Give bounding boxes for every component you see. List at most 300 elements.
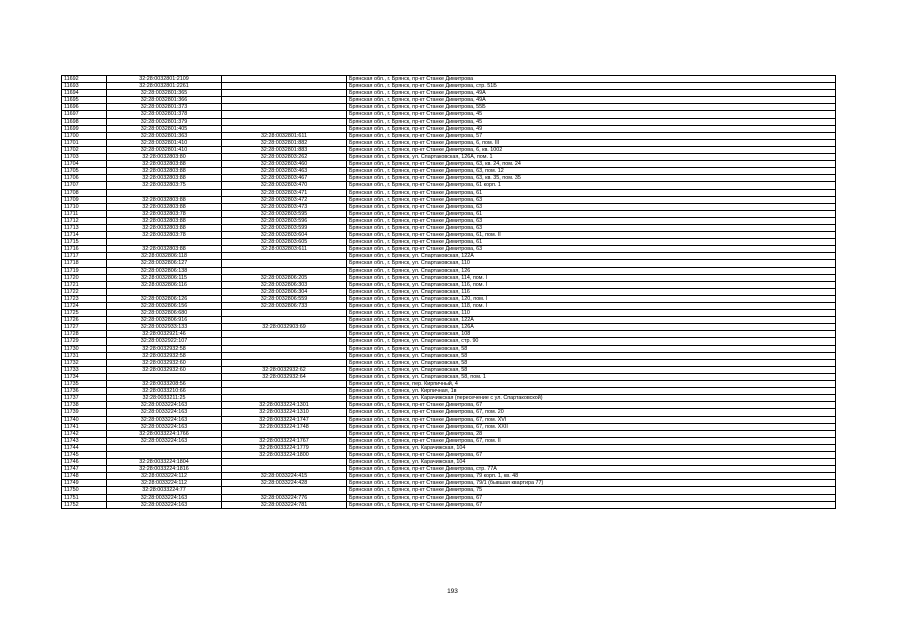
row-number-cell: 11746	[62, 459, 107, 466]
table-row	[62, 331, 836, 338]
address-cell: Брянская обл., г. Брянск, пр-кт Станке Димитрова	[347, 76, 836, 83]
address-cell: Брянская обл., г. Брянск, пр-кт Станке Димитрова, 75	[347, 487, 836, 494]
land-cadastral-number-cell: 32:28:0032803:88	[107, 203, 222, 210]
land-cadastral-number-cell: 32:28:0033224:1804	[107, 459, 222, 466]
object-cadastral-number-cell	[222, 352, 347, 359]
row-number-cell: 11750	[62, 487, 107, 494]
address-cell: Брянская обл., г. Брянск, пр-кт Станке Димитрова, 57	[347, 132, 836, 139]
address-cell: Брянская обл., г. Брянск, ул. Спартаковская, 122А	[347, 317, 836, 324]
object-cadastral-number-cell	[222, 381, 347, 388]
object-cadastral-number-cell: 32:28:0032803:596	[222, 217, 347, 224]
table-row	[62, 295, 836, 302]
address-cell: Брянская обл., г. Брянск, пер. Кирпичный, 4	[347, 381, 836, 388]
object-cadastral-number-cell	[222, 253, 347, 260]
land-cadastral-number-cell: 32:28:0032801:2261	[107, 83, 222, 90]
land-cadastral-number-cell: 32:28:0032803:78	[107, 210, 222, 217]
table-row	[62, 373, 836, 380]
address-cell: Брянская обл., г. Брянск, пр-кт Станке Димитрова, 79 корп. 1, кв. 48	[347, 473, 836, 480]
row-number-cell: 11736	[62, 388, 107, 395]
table-row	[62, 444, 836, 451]
row-number-cell: 11730	[62, 345, 107, 352]
address-cell: Брянская обл., г. Брянск, ул. Спартаковская, 126А	[347, 324, 836, 331]
table-row	[62, 175, 836, 182]
row-number-cell: 11694	[62, 90, 107, 97]
land-cadastral-number-cell	[107, 288, 222, 295]
address-cell: Брянская обл., г. Брянск, ул. Спартаковская, 114, пом. I	[347, 274, 836, 281]
table-row	[62, 324, 836, 331]
address-cell: Брянская обл., г. Брянск, пр-кт Станке Димитрова, 67, пом. 20	[347, 409, 836, 416]
table-row	[62, 381, 836, 388]
address-cell: Брянская обл., г. Брянск, пр-кт Станке Димитрова, 45	[347, 118, 836, 125]
address-cell: Брянская обл., г. Брянск, ул. Спартаковская, 116	[347, 288, 836, 295]
object-cadastral-number-cell	[222, 118, 347, 125]
object-cadastral-number-cell: 32:28:0032803:611	[222, 246, 347, 253]
object-cadastral-number-cell	[222, 430, 347, 437]
row-number-cell: 11728	[62, 331, 107, 338]
land-cadastral-number-cell: 32:28:0032806:156	[107, 303, 222, 310]
table-row	[62, 246, 836, 253]
row-number-cell: 11706	[62, 175, 107, 182]
object-cadastral-number-cell: 32:28:0032803:470	[222, 182, 347, 189]
object-cadastral-number-cell	[222, 359, 347, 366]
address-cell: Брянская обл., г. Брянск, пр-кт Станке Димитрова, 63, кв. 24, пом. 24	[347, 161, 836, 168]
land-cadastral-number-cell: 32:28:0033224:163	[107, 423, 222, 430]
table-row	[62, 76, 836, 83]
object-cadastral-number-cell: 32:28:0032806:303	[222, 281, 347, 288]
address-cell: Брянская обл., г. Брянск, пр-кт Станке Димитрова, 67	[347, 494, 836, 501]
table-row	[62, 310, 836, 317]
address-cell: Брянская обл., г. Брянск, пр-кт Станке Димитрова, 6, пом. III	[347, 139, 836, 146]
table-row	[62, 260, 836, 267]
object-cadastral-number-cell	[222, 97, 347, 104]
object-cadastral-number-cell: 32:28:0032932:64	[222, 373, 347, 380]
row-number-cell: 11724	[62, 303, 107, 310]
address-cell: Брянская обл., г. Брянск, ул. Спартаковская, 120, пом. I	[347, 295, 836, 302]
row-number-cell: 11716	[62, 246, 107, 253]
row-number-cell: 11715	[62, 239, 107, 246]
row-number-cell: 11721	[62, 281, 107, 288]
row-number-cell: 11748	[62, 473, 107, 480]
row-number-cell: 11734	[62, 373, 107, 380]
land-cadastral-number-cell	[107, 451, 222, 458]
land-cadastral-number-cell: 32:28:0032803:88	[107, 168, 222, 175]
land-cadastral-number-cell: 32:28:0032806:126	[107, 295, 222, 302]
object-cadastral-number-cell: 32:28:0032803:262	[222, 154, 347, 161]
object-cadastral-number-cell: 32:28:0032801:611	[222, 132, 347, 139]
land-cadastral-number-cell	[107, 444, 222, 451]
land-cadastral-number-cell: 32:28:0032801:365	[107, 90, 222, 97]
row-number-cell: 11735	[62, 381, 107, 388]
object-cadastral-number-cell	[222, 310, 347, 317]
row-number-cell: 11749	[62, 480, 107, 487]
cadastral-register-table	[61, 75, 836, 509]
row-number-cell: 11723	[62, 295, 107, 302]
table-row	[62, 338, 836, 345]
object-cadastral-number-cell: 32:28:0033224:1767	[222, 437, 347, 444]
address-cell: Брянская обл., г. Брянск, ул. Карачижская, 104	[347, 444, 836, 451]
land-cadastral-number-cell: 32:28:0033224:1816	[107, 466, 222, 473]
land-cadastral-number-cell: 32:28:0032806:916	[107, 317, 222, 324]
row-number-cell: 11701	[62, 139, 107, 146]
row-number-cell: 11704	[62, 161, 107, 168]
row-number-cell: 11751	[62, 494, 107, 501]
land-cadastral-number-cell: 32:28:0032801:379	[107, 118, 222, 125]
object-cadastral-number-cell	[222, 331, 347, 338]
row-number-cell: 11741	[62, 423, 107, 430]
land-cadastral-number-cell: 32:28:0032803:88	[107, 217, 222, 224]
object-cadastral-number-cell: 32:28:0032803:471	[222, 189, 347, 196]
table-row	[62, 132, 836, 139]
address-cell: Брянская обл., г. Брянск, ул. Спартаковская, 58, пом. 1	[347, 373, 836, 380]
object-cadastral-number-cell: 32:28:0032803:604	[222, 232, 347, 239]
table-row	[62, 487, 836, 494]
table-row	[62, 402, 836, 409]
object-cadastral-number-cell	[222, 104, 347, 111]
address-cell: Брянская обл., г. Брянск, пр-кт Станке Димитрова, 63, пом. 12	[347, 168, 836, 175]
row-number-cell: 11707	[62, 182, 107, 189]
table-row	[62, 352, 836, 359]
object-cadastral-number-cell: 32:28:0033224:415	[222, 473, 347, 480]
address-cell: Брянская обл., г. Брянск, ул. Спартаковская, 58	[347, 366, 836, 373]
land-cadastral-number-cell: 32:28:0032806:116	[107, 281, 222, 288]
table-row	[62, 345, 836, 352]
object-cadastral-number-cell: 32:28:0033224:1747	[222, 416, 347, 423]
row-number-cell: 11727	[62, 324, 107, 331]
object-cadastral-number-cell: 32:28:0032803:460	[222, 161, 347, 168]
row-number-cell: 11732	[62, 359, 107, 366]
row-number-cell: 11752	[62, 501, 107, 508]
object-cadastral-number-cell	[222, 83, 347, 90]
address-cell: Брянская обл., г. Брянск, пр-кт Станке Димитрова, 6, кв. 1002	[347, 146, 836, 153]
object-cadastral-number-cell	[222, 388, 347, 395]
land-cadastral-number-cell: 32:28:0032932:58	[107, 352, 222, 359]
row-number-cell: 11718	[62, 260, 107, 267]
address-cell: Брянская обл., г. Брянск, ул. Спартаковская, 108	[347, 331, 836, 338]
row-number-cell: 11713	[62, 224, 107, 231]
table-row	[62, 139, 836, 146]
object-cadastral-number-cell	[222, 466, 347, 473]
land-cadastral-number-cell	[107, 189, 222, 196]
table-body	[62, 76, 836, 509]
land-cadastral-number-cell: 32:28:0032806:138	[107, 267, 222, 274]
table-row	[62, 182, 836, 189]
table-row	[62, 232, 836, 239]
table-row	[62, 409, 836, 416]
object-cadastral-number-cell: 32:28:0033224:428	[222, 480, 347, 487]
row-number-cell: 11712	[62, 217, 107, 224]
address-cell: Брянская обл., г. Брянск, пр-кт Станке Димитрова, 79/1 (бывшая квартира 77)	[347, 480, 836, 487]
row-number-cell: 11699	[62, 125, 107, 132]
row-number-cell: 11697	[62, 111, 107, 118]
object-cadastral-number-cell	[222, 459, 347, 466]
row-number-cell: 11703	[62, 154, 107, 161]
row-number-cell: 11717	[62, 253, 107, 260]
address-cell: Брянская обл., г. Брянск, пр-кт Станке Димитрова, 67	[347, 451, 836, 458]
address-cell: Брянская обл., г. Брянск, пр-кт Станке Димитрова, 63	[347, 203, 836, 210]
table-row	[62, 473, 836, 480]
address-cell: Брянская обл., г. Брянск, ул. Карачижская (пересечение с ул. Спартаковской)	[347, 395, 836, 402]
land-cadastral-number-cell: 32:28:0032801:2109	[107, 76, 222, 83]
object-cadastral-number-cell	[222, 76, 347, 83]
land-cadastral-number-cell: 32:28:0033211:25	[107, 395, 222, 402]
row-number-cell: 11693	[62, 83, 107, 90]
land-cadastral-number-cell: 32:28:0032806:680	[107, 310, 222, 317]
land-cadastral-number-cell: 32:28:0033224:77	[107, 487, 222, 494]
object-cadastral-number-cell	[222, 338, 347, 345]
land-cadastral-number-cell: 32:28:0032803:88	[107, 224, 222, 231]
row-number-cell: 11742	[62, 430, 107, 437]
table-row	[62, 416, 836, 423]
object-cadastral-number-cell: 32:28:0033224:776	[222, 494, 347, 501]
row-number-cell: 11733	[62, 366, 107, 373]
row-number-cell: 11692	[62, 76, 107, 83]
address-cell: Брянская обл., г. Брянск, пр-кт Станке Димитрова, 63	[347, 224, 836, 231]
row-number-cell: 11714	[62, 232, 107, 239]
table-row	[62, 97, 836, 104]
land-cadastral-number-cell: 32:28:0032921:46	[107, 331, 222, 338]
row-number-cell: 11702	[62, 146, 107, 153]
land-cadastral-number-cell	[107, 239, 222, 246]
land-cadastral-number-cell: 32:28:0033224:163	[107, 409, 222, 416]
row-number-cell: 11705	[62, 168, 107, 175]
row-number-cell: 11745	[62, 451, 107, 458]
address-cell: Брянская обл., г. Брянск, ул. Спартаковская, 126А, пом. 1	[347, 154, 836, 161]
row-number-cell: 11725	[62, 310, 107, 317]
row-number-cell: 11740	[62, 416, 107, 423]
table-row	[62, 125, 836, 132]
table-row	[62, 437, 836, 444]
row-number-cell: 11726	[62, 317, 107, 324]
land-cadastral-number-cell: 32:28:0032922:107	[107, 338, 222, 345]
object-cadastral-number-cell	[222, 267, 347, 274]
address-cell: Брянская обл., г. Брянск, ул. Спартаковская, 58	[347, 352, 836, 359]
address-cell: Брянская обл., г. Брянск, ул. Спартаковская, 58	[347, 345, 836, 352]
table-row	[62, 83, 836, 90]
table-row	[62, 274, 836, 281]
table-row	[62, 224, 836, 231]
object-cadastral-number-cell: 32:28:0033224:1310	[222, 409, 347, 416]
land-cadastral-number-cell: 32:28:0032933:133	[107, 324, 222, 331]
address-cell: Брянская обл., г. Брянск, ул. Спартаковская, 116, пом. I	[347, 281, 836, 288]
table-row	[62, 288, 836, 295]
land-cadastral-number-cell: 32:28:0032803:88	[107, 161, 222, 168]
object-cadastral-number-cell: 32:28:0033224:1301	[222, 402, 347, 409]
land-cadastral-number-cell: 32:28:0032803:88	[107, 246, 222, 253]
row-number-cell: 11710	[62, 203, 107, 210]
row-number-cell: 11739	[62, 409, 107, 416]
row-number-cell: 11731	[62, 352, 107, 359]
land-cadastral-number-cell: 32:28:0032806:127	[107, 260, 222, 267]
table-row	[62, 459, 836, 466]
land-cadastral-number-cell: 32:28:0032803:78	[107, 232, 222, 239]
address-cell: Брянская обл., г. Брянск, пр-кт Станке Димитрова, 63, кв. 35, пом. 35	[347, 175, 836, 182]
row-number-cell: 11698	[62, 118, 107, 125]
table-row	[62, 189, 836, 196]
land-cadastral-number-cell: 32:28:0032801:363	[107, 132, 222, 139]
row-number-cell: 11737	[62, 395, 107, 402]
land-cadastral-number-cell: 32:28:0033224:112	[107, 480, 222, 487]
table-row	[62, 111, 836, 118]
address-cell: Брянская обл., г. Брянск, пр-кт Станке Димитрова, 45	[347, 111, 836, 118]
row-number-cell: 11722	[62, 288, 107, 295]
object-cadastral-number-cell: 32:28:0032801:883	[222, 146, 347, 153]
address-cell: Брянская обл., г. Брянск, пр-кт Станке Димитрова, 61	[347, 189, 836, 196]
address-cell: Брянская обл., г. Брянск, пр-кт Станке Димитрова, 61, пом. II	[347, 232, 836, 239]
address-cell: Брянская обл., г. Брянск, ул. Спартаковская, 118, пом. I	[347, 303, 836, 310]
table-row	[62, 366, 836, 373]
row-number-cell: 11695	[62, 97, 107, 104]
address-cell: Брянская обл., г. Брянск, пр-кт Станке Димитрова, 49А	[347, 90, 836, 97]
table-row	[62, 146, 836, 153]
object-cadastral-number-cell	[222, 317, 347, 324]
table-row	[62, 388, 836, 395]
table-row	[62, 303, 836, 310]
land-cadastral-number-cell: 32:28:0032801:366	[107, 97, 222, 104]
land-cadastral-number-cell: 32:28:0032932:60	[107, 359, 222, 366]
table-row	[62, 154, 836, 161]
object-cadastral-number-cell: 32:28:0032806:205	[222, 274, 347, 281]
land-cadastral-number-cell: 32:28:0033224:163	[107, 494, 222, 501]
row-number-cell: 11743	[62, 437, 107, 444]
address-cell: Брянская обл., г. Брянск, пр-кт Станке Димитрова, 28	[347, 430, 836, 437]
land-cadastral-number-cell: 32:28:0033224:163	[107, 501, 222, 508]
address-cell: Брянская обл., г. Брянск, пр-кт Станке Димитрова, 55Б	[347, 104, 836, 111]
object-cadastral-number-cell: 32:28:0032806:559	[222, 295, 347, 302]
object-cadastral-number-cell	[222, 90, 347, 97]
object-cadastral-number-cell: 32:28:0032803:595	[222, 210, 347, 217]
land-cadastral-number-cell: 32:28:0032932:58	[107, 345, 222, 352]
address-cell: Брянская обл., г. Брянск, ул. Спартаковская, 122А	[347, 253, 836, 260]
address-cell: Брянская обл., г. Брянск, пр-кт Станке Димитрова, 61 корп. 1	[347, 182, 836, 189]
row-number-cell: 11696	[62, 104, 107, 111]
object-cadastral-number-cell: 32:28:0032803:467	[222, 175, 347, 182]
land-cadastral-number-cell: 32:28:0033224:163	[107, 416, 222, 423]
table-row	[62, 253, 836, 260]
address-cell: Брянская обл., г. Брянск, ул. Спартаковская, 126	[347, 267, 836, 274]
address-cell: Брянская обл., г. Брянск, пр-кт Станке Димитрова, 67, пом. II	[347, 437, 836, 444]
address-cell: Брянская обл., г. Брянск, пр-кт Станке Димитрова, стр. 77А	[347, 466, 836, 473]
land-cadastral-number-cell: 32:28:0033208:56	[107, 381, 222, 388]
table-row	[62, 196, 836, 203]
object-cadastral-number-cell: 32:28:0032932:62	[222, 366, 347, 373]
row-number-cell: 11709	[62, 196, 107, 203]
table-row	[62, 267, 836, 274]
address-cell: Брянская обл., г. Брянск, ул. Спартаковская, стр. 90	[347, 338, 836, 345]
table-row	[62, 494, 836, 501]
table-row	[62, 359, 836, 366]
address-cell: Брянская обл., г. Брянск, пр-кт Станке Димитрова, стр. 51Б	[347, 83, 836, 90]
address-cell: Брянская обл., г. Брянск, пр-кт Станке Димитрова, 67	[347, 501, 836, 508]
table-row	[62, 161, 836, 168]
address-cell: Брянская обл., г. Брянск, ул. Спартаковская, 110	[347, 260, 836, 267]
table-row	[62, 317, 836, 324]
address-cell: Брянская обл., г. Брянск, пр-кт Станке Димитрова, 63	[347, 196, 836, 203]
land-cadastral-number-cell: 32:28:0032803:75	[107, 182, 222, 189]
object-cadastral-number-cell	[222, 260, 347, 267]
object-cadastral-number-cell: 32:28:0032803:605	[222, 239, 347, 246]
row-number-cell: 11738	[62, 402, 107, 409]
address-cell: Брянская обл., г. Брянск, пр-кт Станке Димитрова, 63	[347, 217, 836, 224]
row-number-cell: 11719	[62, 267, 107, 274]
address-cell: Брянская обл., г. Брянск, ул. Карачижская, 104	[347, 459, 836, 466]
table-row	[62, 168, 836, 175]
object-cadastral-number-cell: 32:28:0032803:472	[222, 196, 347, 203]
land-cadastral-number-cell: 32:28:0032801:373	[107, 104, 222, 111]
table-row	[62, 104, 836, 111]
address-cell: Брянская обл., г. Брянск, пр-кт Станке Димитрова, 63	[347, 246, 836, 253]
land-cadastral-number-cell	[107, 373, 222, 380]
land-cadastral-number-cell: 32:28:0032932:60	[107, 366, 222, 373]
object-cadastral-number-cell: 32:28:0032903:69	[222, 324, 347, 331]
address-cell: Брянская обл., г. Брянск, ул. Спартаковская, 58	[347, 359, 836, 366]
object-cadastral-number-cell: 32:28:0033224:1779	[222, 444, 347, 451]
address-cell: Брянская обл., г. Брянск, пр-кт Станке Димитрова, 67, пом. XVI	[347, 416, 836, 423]
row-number-cell: 11720	[62, 274, 107, 281]
table-row	[62, 451, 836, 458]
table-row	[62, 90, 836, 97]
row-number-cell: 11700	[62, 132, 107, 139]
row-number-cell: 11729	[62, 338, 107, 345]
row-number-cell: 11744	[62, 444, 107, 451]
land-cadastral-number-cell: 32:28:0033224:1766	[107, 430, 222, 437]
address-cell: Брянская обл., г. Брянск, пр-кт Станке Димитрова, 49А	[347, 97, 836, 104]
table-row	[62, 395, 836, 402]
row-number-cell: 11711	[62, 210, 107, 217]
object-cadastral-number-cell	[222, 125, 347, 132]
land-cadastral-number-cell: 32:28:0032806:118	[107, 253, 222, 260]
object-cadastral-number-cell	[222, 345, 347, 352]
object-cadastral-number-cell: 32:28:0032801:882	[222, 139, 347, 146]
table-row	[62, 217, 836, 224]
table-row	[62, 203, 836, 210]
table-row	[62, 210, 836, 217]
land-cadastral-number-cell: 32:28:0032801:410	[107, 139, 222, 146]
land-cadastral-number-cell: 32:28:0033224:163	[107, 402, 222, 409]
object-cadastral-number-cell: 32:28:0033224:1748	[222, 423, 347, 430]
table-row	[62, 281, 836, 288]
object-cadastral-number-cell	[222, 395, 347, 402]
table-row	[62, 430, 836, 437]
object-cadastral-number-cell: 32:28:0032803:463	[222, 168, 347, 175]
table-row	[62, 501, 836, 508]
page-number: 193	[447, 588, 458, 595]
land-cadastral-number-cell: 32:28:0032801:410	[107, 146, 222, 153]
land-cadastral-number-cell: 32:28:0033210:66	[107, 388, 222, 395]
table-row	[62, 480, 836, 487]
address-cell: Брянская обл., г. Брянск, ул. Спартаковская, 110	[347, 310, 836, 317]
table-row	[62, 239, 836, 246]
object-cadastral-number-cell	[222, 487, 347, 494]
object-cadastral-number-cell: 32:28:0032806:733	[222, 303, 347, 310]
table-row	[62, 466, 836, 473]
object-cadastral-number-cell: 32:28:0033224:781	[222, 501, 347, 508]
address-cell: Брянская обл., г. Брянск, пр-кт Станке Димитрова, 61	[347, 239, 836, 246]
land-cadastral-number-cell: 32:28:0032803:88	[107, 196, 222, 203]
object-cadastral-number-cell	[222, 111, 347, 118]
land-cadastral-number-cell: 32:28:0032801:378	[107, 111, 222, 118]
table-row	[62, 118, 836, 125]
address-cell: Брянская обл., г. Брянск, ул. Кирпичная, 1в	[347, 388, 836, 395]
row-number-cell: 11708	[62, 189, 107, 196]
land-cadastral-number-cell: 32:28:0032803:80	[107, 154, 222, 161]
land-cadastral-number-cell: 32:28:0032803:88	[107, 175, 222, 182]
address-cell: Брянская обл., г. Брянск, пр-кт Станке Димитрова, 49	[347, 125, 836, 132]
land-cadastral-number-cell: 32:28:0032801:405	[107, 125, 222, 132]
row-number-cell: 11747	[62, 466, 107, 473]
object-cadastral-number-cell: 32:28:0033224:1800	[222, 451, 347, 458]
address-cell: Брянская обл., г. Брянск, пр-кт Станке Димитрова, 67, пом. XXII	[347, 423, 836, 430]
land-cadastral-number-cell: 32:28:0033224:112	[107, 473, 222, 480]
